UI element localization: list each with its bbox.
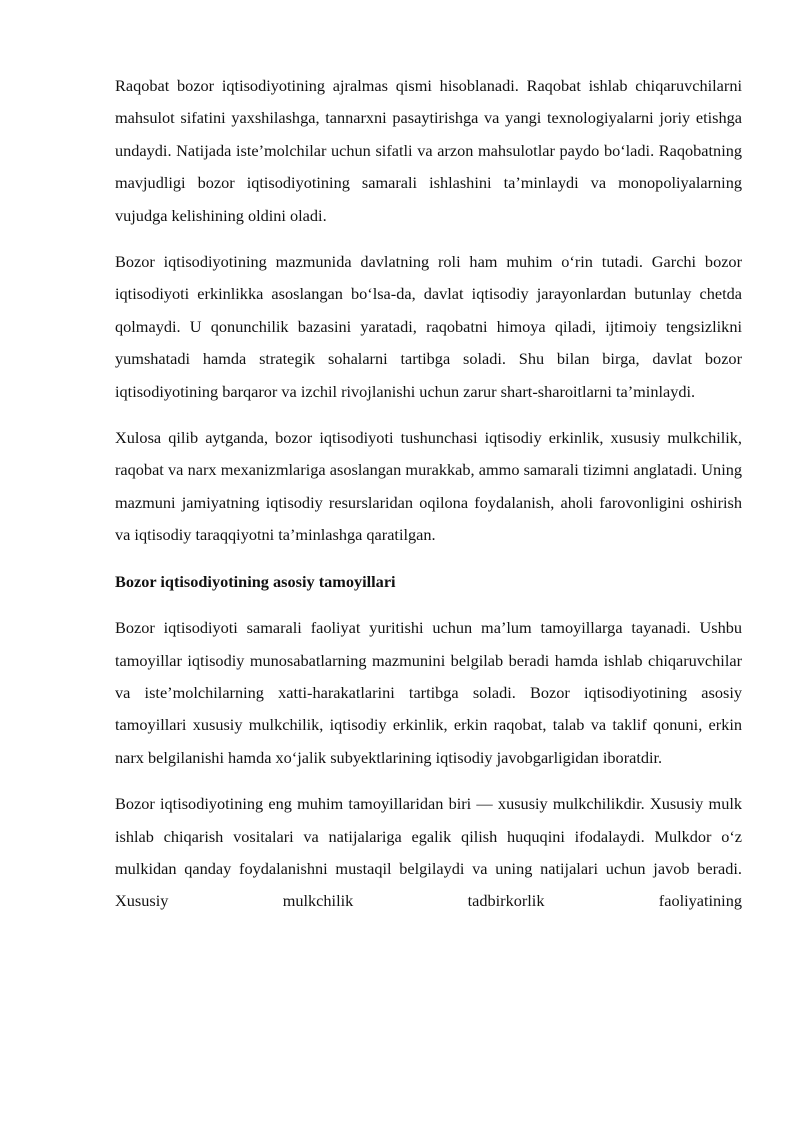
paragraph-state-role: Bozor iqtisodiyotining mazmunida davlatning roli ham muhim o‘rin tutadi. Garchi bozor iqtisodiyoti erkinlikka asoslangan bo‘lsa-da, davlat iqtisodiy jarayonlardan butunlay chetda qolmaydi. U qonunchilik bazasini yaratadi, raqobatni himoya qiladi, ijtimoiy tengsizlikni yumshatadi hamda strategik sohalarni tartibga soladi. Shu bilan birga, davlat bozor iqtisodiyotining barqaror va izchil rivojlanishi uchun zarur shart-sharoitlarni ta’minlaydi. [115,252,742,401]
section-heading: Bozor iqtisodiyotining asosiy tamoyillari [115,571,396,591]
document-page [115,70,742,932]
paragraph-principles: Bozor iqtisodiyoti samarali faoliyat yuritishi uchun ma’lum tamoyillarga tayanadi. Ushbu tamoyillar iqtisodiy munosabatlarning mazmunini belgilab beradi hamda ishlab chiqaruvchilar va iste’molchilarning xatti-harakatlarini tartibga soladi. Bozor iqtisodiyotining asosiy tamoyillari xususiy mulkchilik, iqtisodiy erkinlik, erkin raqobat, talab va taklif qonuni, erkin narx belgilanishi hamda xo‘jalik subyektlarining iqtisodiy javobgarligidan iboratdir. [115,618,742,767]
paragraph-private-property: Bozor iqtisodiyotining eng muhim tamoyillaridan biri — xususiy mulkchilikdir. Xususiy mulk ishlab chiqarish vositalari va natijalariga egalik qilish huquqini ifodalaydi. Mulkdor o‘z mulkidan qanday foydalanishni mustaqil belgilaydi va uning natijalari uchun javob beradi. Xususiy mulkchilik tadbirkorlik faoliyatining [115,794,742,911]
paragraph-conclusion: Xulosa qilib aytganda, bozor iqtisodiyoti tushunchasi iqtisodiy erkinlik, xususiy mulkchilik, raqobat va narx mexanizmlariga asoslangan murakkab, ammo samarali tizimni anglatadi. Uning mazmuni jamiyatning iqtisodiy resurslaridan oqilona foydalanish, aholi farovonligini oshirish va iqtisodiy taraqqiyotni ta’minlashga qaratilgan. [115,428,742,545]
paragraph-competition: Raqobat bozor iqtisodiyotining ajralmas qismi hisoblanadi. Raqobat ishlab chiqaruvchilarni mahsulot sifatini yaxshilashga, tannarxni pasaytirishga va yangi texnologiyalarni joriy etishga undaydi. Natijada iste’molchilar uchun sifatli va arzon mahsulotlar paydo bo‘ladi. Raqobatning mavjudligi bozor iqtisodiyotining samarali ishlashini ta’minlaydi va monopoliyalarning vujudga kelishining oldini oladi. [115,76,742,225]
